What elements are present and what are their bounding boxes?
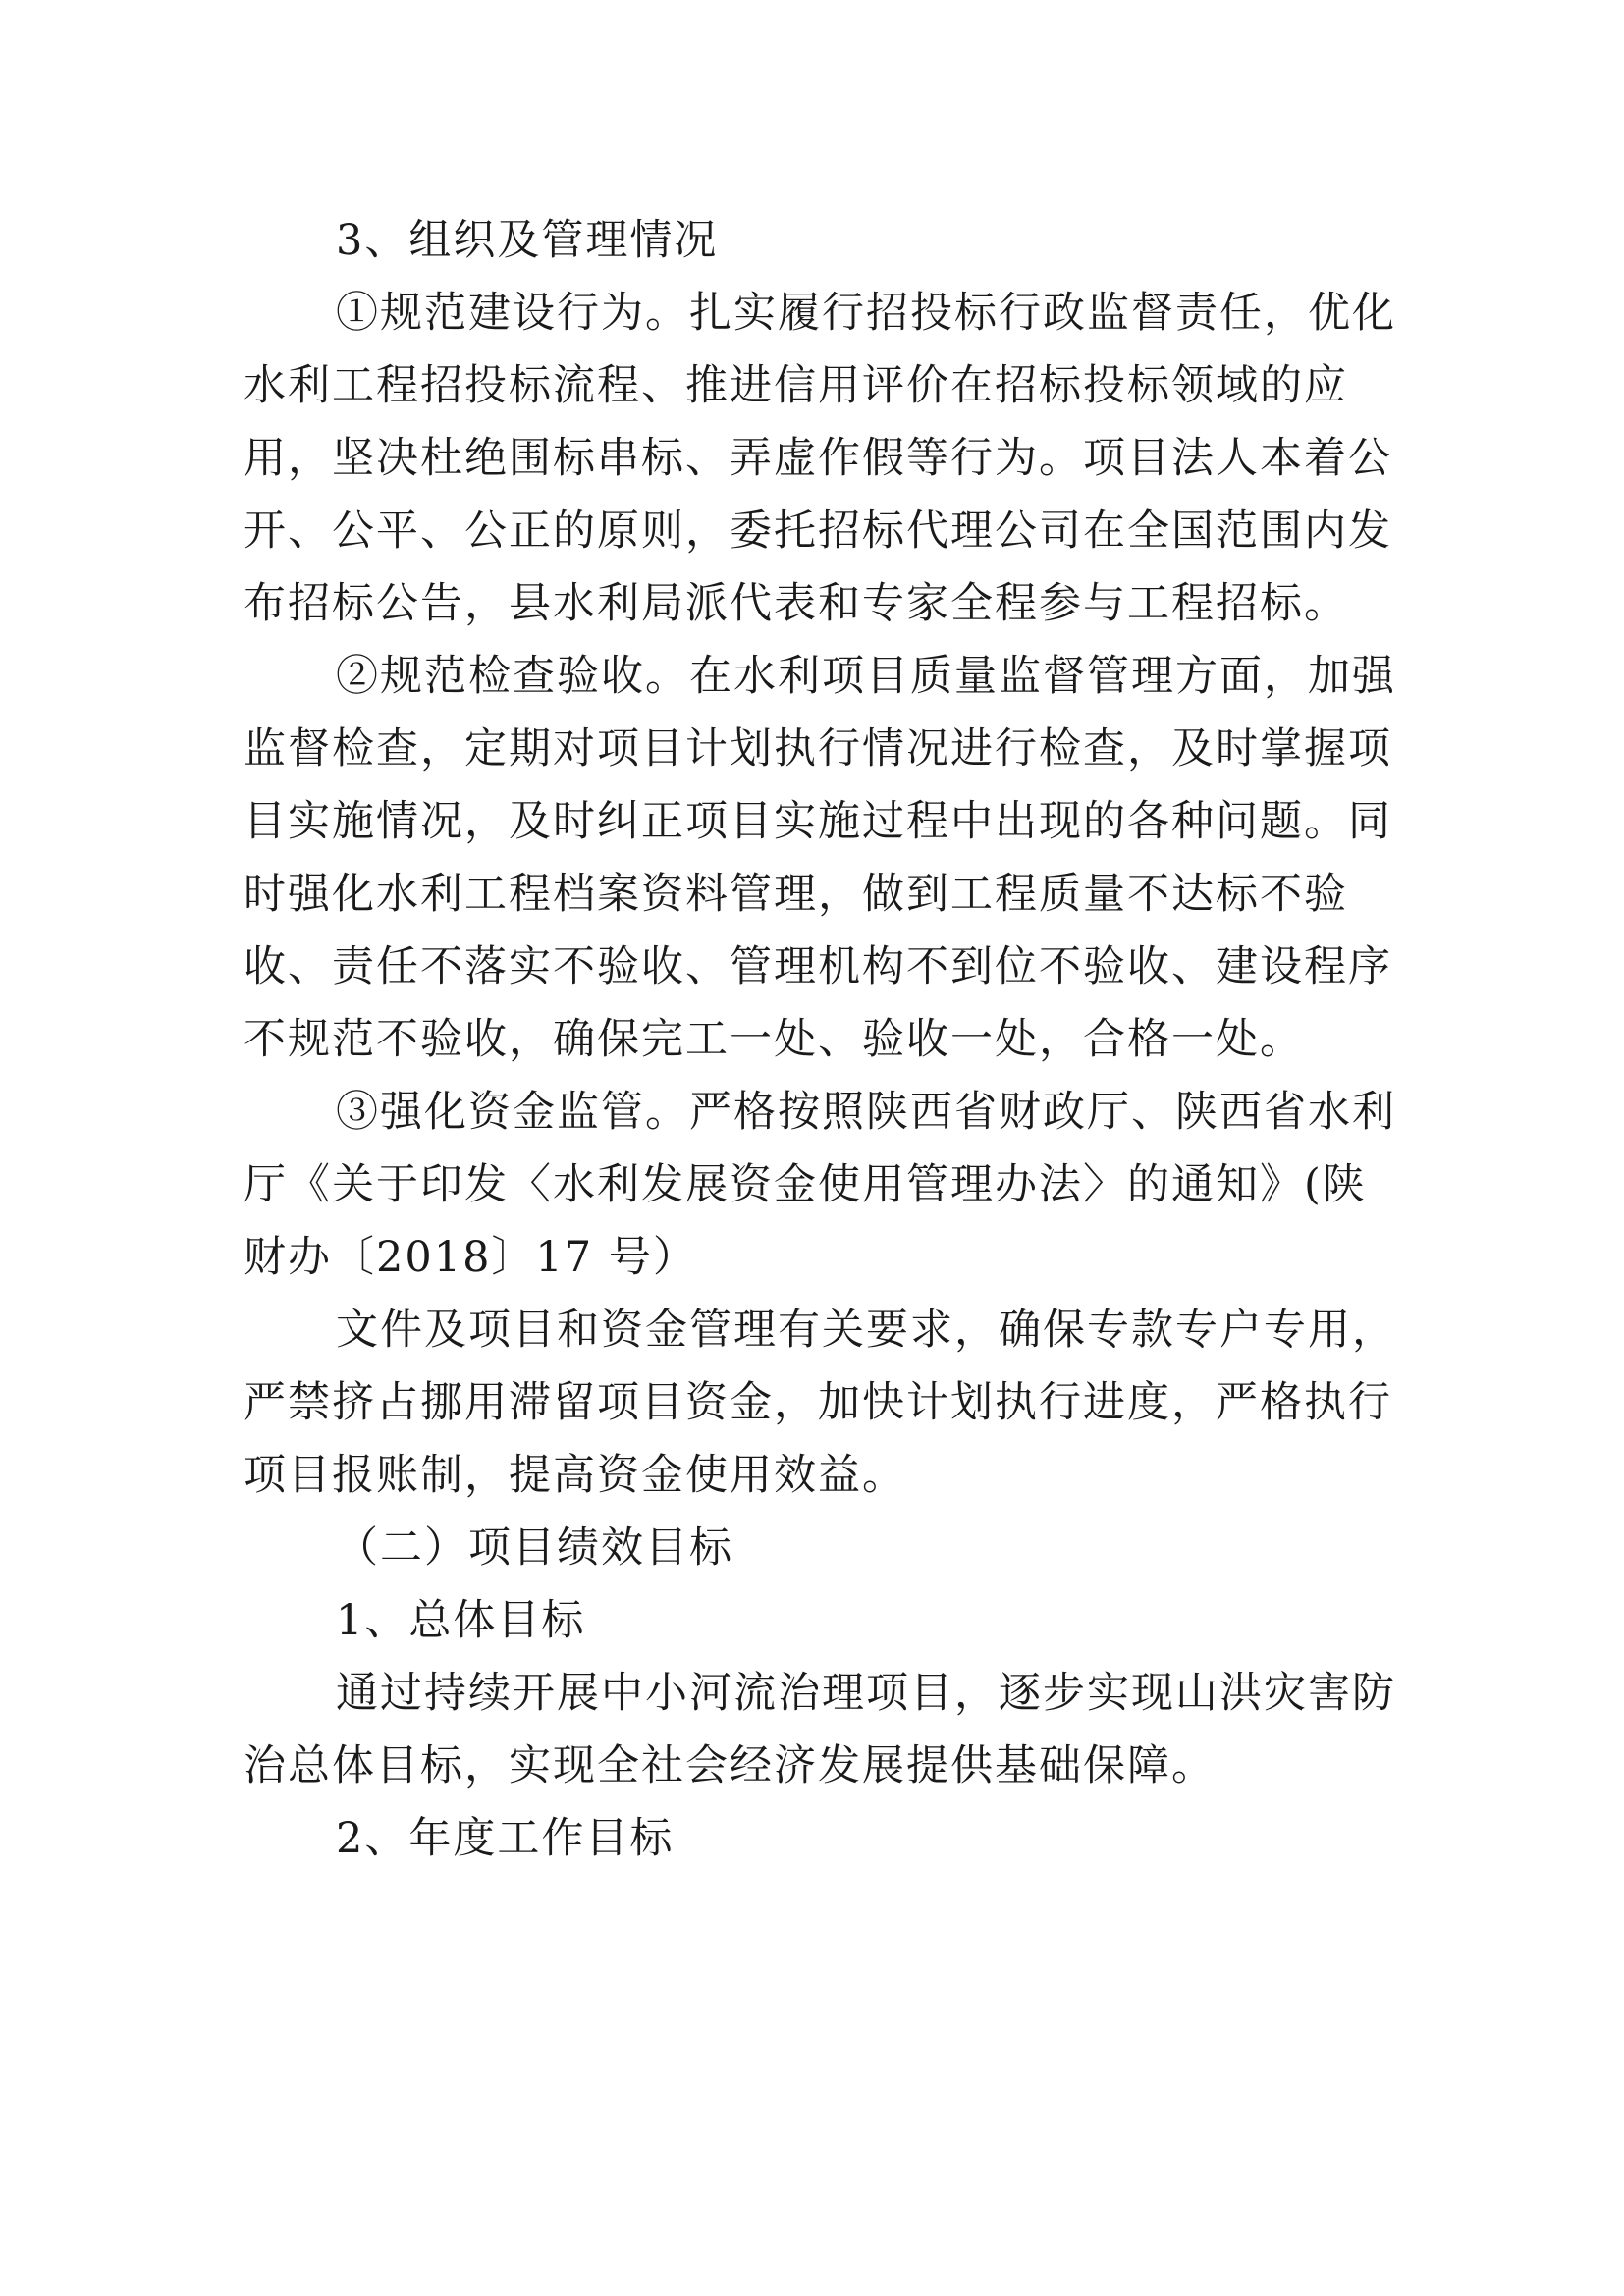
text-line: 时强化水利工程档案资料管理，做到工程质量不达标不验: [244, 870, 1348, 919]
paragraph-inspection: [244, 640, 1396, 1076]
text-line: 严禁挤占挪用滞留项目资金，加快计划执行进度，严格执行: [244, 1378, 1392, 1427]
text-line: ①规范建设行为。扎实履行招投标行政监督责任，优化: [336, 289, 1396, 338]
paragraph-funds-continued: [244, 1294, 1396, 1512]
text-line: ②规范检查验收。在水利项目质量监督管理方面，加强: [336, 652, 1396, 701]
text-line: 用，坚决杜绝围标串标、弄虚作假等行为。项目法人本着公: [244, 434, 1392, 483]
text-line: 不规范不验收，确保完工一处、验收一处，合格一处。: [244, 1015, 1304, 1064]
subheading-annual-goal: 2、年度工作目标: [336, 1814, 675, 1863]
document-body: [244, 204, 1396, 1875]
text-line: 监督检查，定期对项目计划执行情况进行检查，及时掌握项: [244, 724, 1392, 774]
text-line: 治总体目标，实现全社会经济发展提供基础保障。: [244, 1741, 1216, 1790]
text-line: 财办〔2018〕17 号）: [244, 1233, 697, 1282]
text-line: 项目报账制，提高资金使用效益。: [244, 1451, 906, 1500]
text-line: 水利工程招投标流程、推进信用评价在招标投标领域的应: [244, 361, 1348, 410]
paragraph-funds: [244, 1076, 1396, 1294]
text-line: 收、责任不落实不验收、管理机构不到位不验收、建设程序: [244, 942, 1392, 991]
section-heading-organization: 3、组织及管理情况: [336, 216, 719, 265]
text-line: 布招标公告，县水利局派代表和专家全程参与工程招标。: [244, 579, 1348, 628]
paragraph-bidding: [244, 277, 1396, 640]
text-line: 文件及项目和资金管理有关要求，确保专款专户专用，: [336, 1306, 1396, 1355]
text-line: 通过持续开展中小河流治理项目，逐步实现山洪灾害防: [336, 1669, 1396, 1718]
section-heading-performance-goals: （二）项目绩效目标: [336, 1523, 733, 1573]
text-line: 目实施情况，及时纠正项目实施过程中出现的各种问题。同: [244, 797, 1392, 846]
paragraph-overall-goal: [244, 1657, 1396, 1802]
text-line: 开、公平、公正的原则，委托招标代理公司在全国范围内发: [244, 507, 1392, 556]
subheading-overall-goal: 1、总体目标: [336, 1596, 586, 1645]
text-line: 厅《关于印发〈水利发展资金使用管理办法〉的通知》(陕: [244, 1160, 1367, 1209]
text-line: ③强化资金监管。严格按照陕西省财政厅、陕西省水利: [336, 1088, 1396, 1137]
